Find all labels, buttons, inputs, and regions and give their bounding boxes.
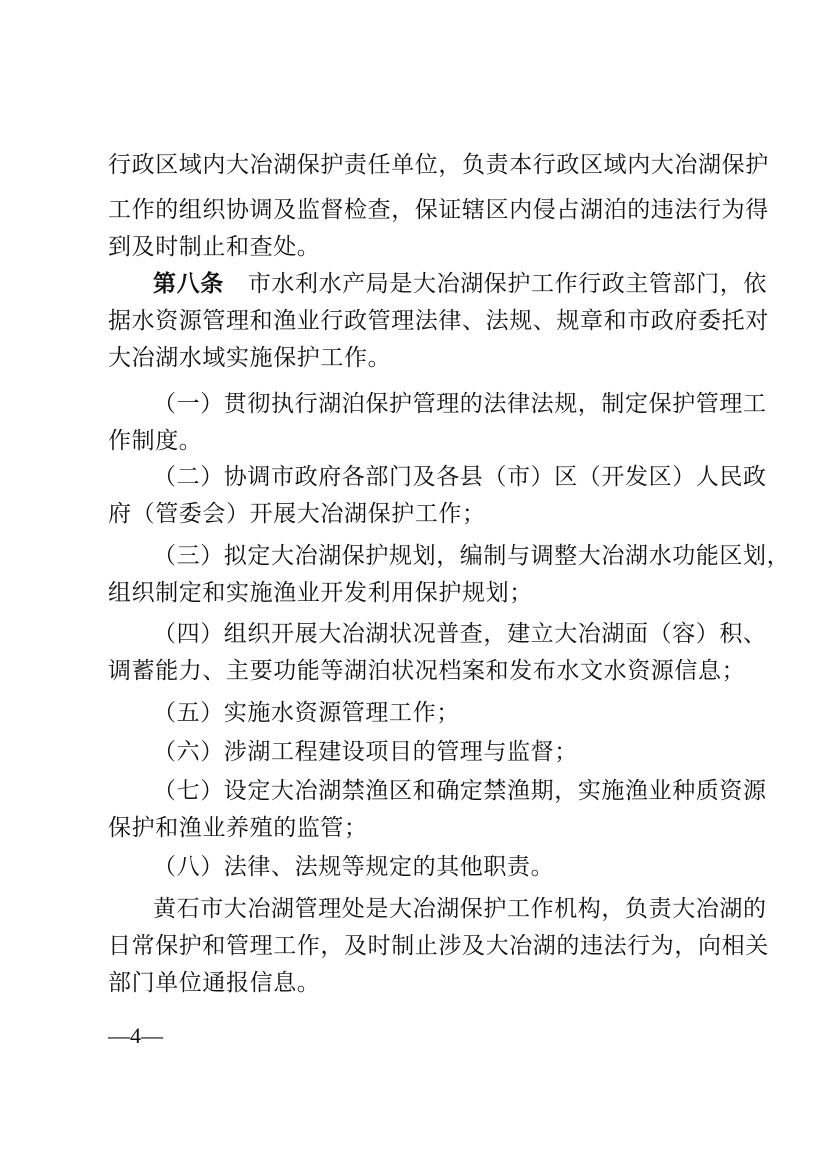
- body-line: 组织制定和实施渔业开发利用保护规划；: [108, 580, 533, 606]
- body-line-text: 市水利水产局是大冶湖保护工作行政主管部门，依: [247, 271, 768, 297]
- list-item-3: （三）拟定大冶湖保护规划，编制与调整大冶湖水功能区划，: [153, 543, 791, 569]
- body-line: 行政区域内大冶湖保护责任单位，负责本行政区域内大冶湖保护: [108, 152, 769, 178]
- body-line: 据水资源管理和渔业行政管理法律、法规、规章和市政府委托对: [108, 308, 769, 334]
- list-item-6: （六）涉湖工程建设项目的管理与监督；: [153, 739, 578, 765]
- article-label: 第八条: [153, 270, 224, 297]
- body-line: 工作的组织协调及监督检查，保证辖区内侵占湖泊的违法行为得: [108, 197, 769, 223]
- page-number: —4—: [108, 1023, 163, 1048]
- body-line: 调蓄能力、主要功能等湖泊状况档案和发布水文水资源信息；: [108, 658, 746, 684]
- body-line: 保护和渔业养殖的监管；: [108, 815, 368, 841]
- body-line: 作制度。: [108, 428, 203, 454]
- list-item-8: （八）法律、法规等规定的其他职责。: [153, 854, 555, 880]
- body-line: 大冶湖水域实施保护工作。: [108, 345, 392, 371]
- list-item-7: （七）设定大冶湖禁渔区和确定禁渔期，实施渔业种质资源: [153, 778, 767, 804]
- body-line: 到及时制止和查处。: [108, 234, 321, 260]
- list-item-2: （二）协调市政府各部门及各县（市）区（开发区）人民政: [153, 464, 767, 490]
- body-line: 府（管委会）开展大冶湖保护工作；: [108, 501, 486, 527]
- body-line: 黄石市大冶湖管理处是大冶湖保护工作机构，负责大冶湖的: [153, 896, 767, 922]
- list-item-1: （一）贯彻执行湖泊保护管理的法律法规，制定保护管理工: [153, 391, 767, 417]
- body-line: 部门单位通报信息。: [108, 970, 321, 996]
- list-item-4: （四）组织开展大冶湖状况普查，建立大冶湖面（容）积、: [153, 621, 767, 647]
- list-item-5: （五）实施水资源管理工作；: [153, 700, 460, 726]
- body-line: 日常保护和管理工作，及时制止涉及大冶湖的违法行为，向相关: [108, 933, 769, 959]
- article-8-line: [153, 269, 768, 299]
